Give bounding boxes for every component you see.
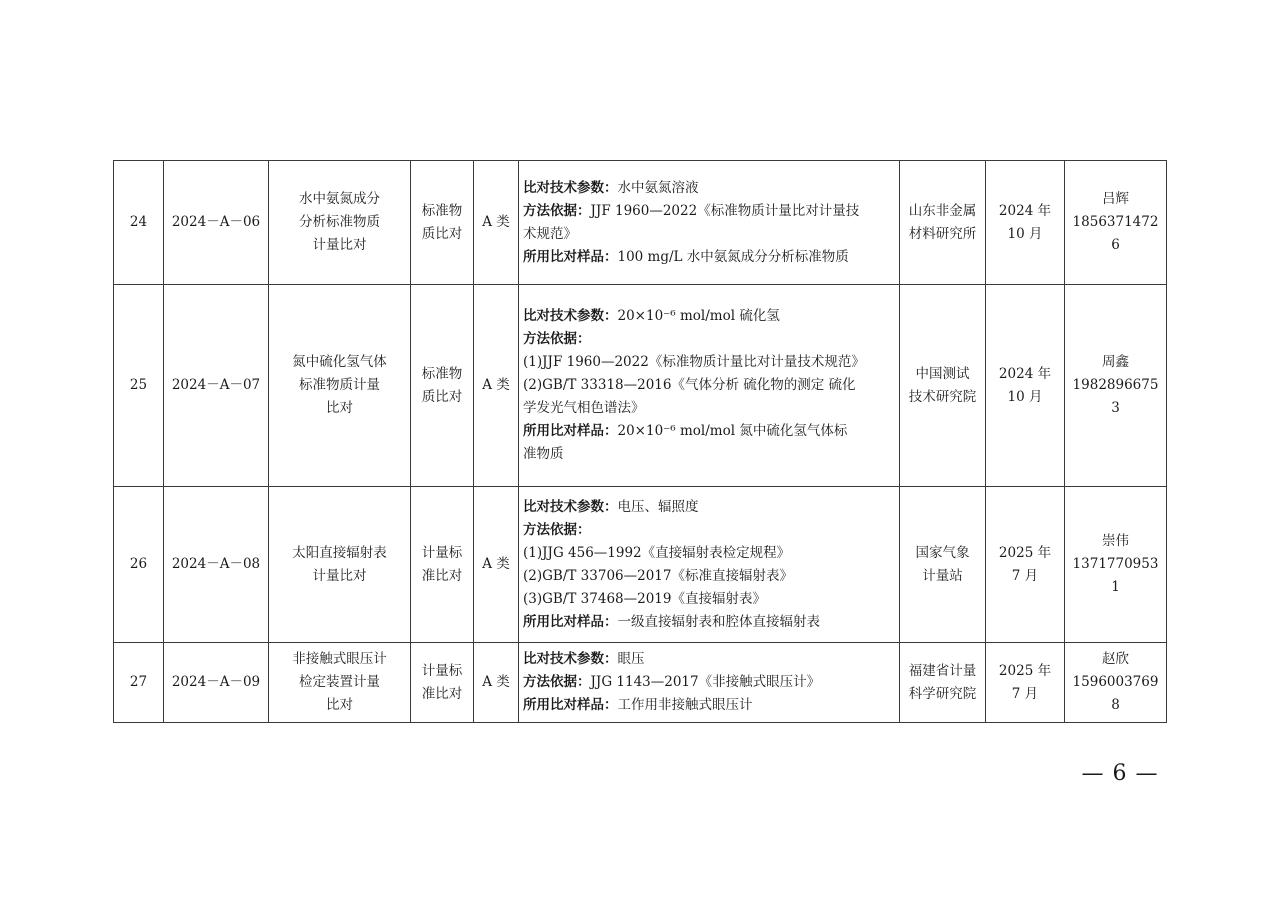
description-cell [519, 161, 900, 285]
project-code: 2024－A－09 [171, 674, 261, 690]
category-cell [411, 643, 474, 723]
organization-line: 福建省计量 [908, 662, 977, 679]
method-basis-line: (2)GB/T 33318—2016《气体分析 硫化物的测定 硫化 [523, 377, 856, 393]
serial-number-cell [114, 643, 164, 723]
sample-value: 100 mg/L 水中氨氮成分分析标准物质 [617, 248, 849, 265]
method-basis-line: (1)JJF 1960—2022《标准物质计量比对计量技术规范》 [523, 354, 865, 370]
table-row [114, 487, 1167, 643]
organization-line: 材料研究所 [908, 225, 977, 242]
project-code: 2024－A－07 [171, 377, 261, 393]
method-basis-value: JJF 1960—2022《标准物质计量比对计量技 [590, 202, 860, 219]
organization-cell [900, 285, 986, 487]
sample-line [523, 246, 895, 269]
date-line: 7 月 [1011, 567, 1039, 584]
technical-params-value: 电压、辐照度 [617, 498, 699, 515]
method-basis-label: 方法依据： [523, 331, 591, 347]
date-cell [986, 643, 1065, 723]
organization-cell [900, 643, 986, 723]
sample-label: 所用比对样品： [523, 248, 618, 265]
project-code: 2024－A－06 [171, 214, 261, 230]
method-basis-line [523, 200, 895, 223]
serial-number-cell [114, 161, 164, 285]
project-name-line: 非接触式眼压计 [292, 651, 387, 667]
method-basis-line: (1)JJG 456—1992《直接辐射表检定规程》 [523, 544, 791, 561]
contact-cell [1065, 161, 1167, 285]
comparison-class: A 类 [482, 556, 510, 572]
serial-number: 24 [129, 214, 148, 230]
technical-params-line [523, 648, 895, 671]
organization-line: 计量站 [922, 567, 963, 584]
project-name-cell [269, 285, 411, 487]
sample-label: 所用比对样品： [523, 613, 618, 630]
method-basis-line: (3)GB/T 37468—2019《直接辐射表》 [523, 590, 766, 607]
project-name-line: 比对 [326, 697, 353, 713]
sample-value: 一级直接辐射表和腔体直接辐射表 [617, 613, 820, 630]
contact-name: 吕辉 [1102, 191, 1129, 207]
technical-params-value: 眼压 [617, 651, 645, 667]
method-basis-line: 学发光气相色谱法》 [523, 400, 645, 416]
description-cell [519, 285, 900, 487]
technical-params-label: 比对技术参数： [523, 308, 618, 324]
description-cell [519, 487, 900, 643]
method-basis-label: 方法依据： [523, 674, 591, 690]
table-body [114, 161, 1167, 723]
serial-number-cell [114, 285, 164, 487]
comparison-plan-table [113, 160, 1167, 723]
contact-cell [1065, 487, 1167, 643]
category-line: 质比对 [421, 388, 463, 405]
description-cell [519, 643, 900, 723]
category-line: 准比对 [421, 567, 463, 584]
organization-cell [900, 487, 986, 643]
comparison-class: A 类 [482, 377, 510, 393]
contact-phone: 19828966753 [1072, 377, 1159, 416]
organization-line: 技术研究院 [908, 388, 977, 405]
contact-name: 周鑫 [1102, 354, 1129, 370]
method-basis-label: 方法依据： [523, 521, 591, 538]
method-basis-label: 方法依据： [523, 202, 591, 219]
contact-name: 崇伟 [1102, 533, 1129, 549]
contact-cell [1065, 643, 1167, 723]
technical-params-label: 比对技术参数： [523, 179, 618, 196]
project-code-cell [164, 487, 269, 643]
project-name-line: 比对 [326, 400, 353, 416]
page-number: — 6 — [1081, 761, 1159, 786]
sample-line [523, 694, 895, 717]
date-cell [986, 285, 1065, 487]
date-line: 10 月 [1007, 225, 1043, 242]
sample-label: 所用比对样品： [523, 423, 618, 439]
date-line: 2024 年 [998, 365, 1052, 382]
project-name-line: 检定装置计量 [299, 674, 380, 690]
contact-name: 赵欣 [1102, 651, 1129, 667]
serial-number: 25 [129, 377, 148, 393]
project-name-line: 计量比对 [312, 567, 367, 584]
category-cell [411, 161, 474, 285]
table-row [114, 161, 1167, 285]
sample-line-cont: 准物质 [523, 446, 564, 462]
date-cell [986, 161, 1065, 285]
method-basis-value: JJG 1143—2017《非接触式眼压计》 [590, 674, 821, 690]
sample-label: 所用比对样品： [523, 697, 618, 713]
contact-phone: 18563714726 [1072, 214, 1159, 253]
date-line: 2024 年 [998, 202, 1052, 219]
serial-number-cell [114, 487, 164, 643]
project-code-cell [164, 285, 269, 487]
contact-cell [1065, 285, 1167, 487]
technical-params-label: 比对技术参数： [523, 651, 618, 667]
sample-value: 工作用非接触式眼压计 [617, 697, 753, 713]
method-basis-line: 术规范》 [523, 225, 577, 242]
method-basis-line [523, 671, 895, 694]
project-code-cell [164, 643, 269, 723]
project-name-line: 分析标准物质 [299, 214, 380, 230]
category-line: 准比对 [421, 685, 463, 702]
serial-number: 26 [129, 556, 148, 572]
sample-value: 20×10⁻⁶ mol/mol 氮中硫化氢气体标 [617, 423, 848, 439]
project-name-cell [269, 487, 411, 643]
organization-cell [900, 161, 986, 285]
project-name-cell [269, 643, 411, 723]
date-line: 2025 年 [998, 662, 1052, 679]
category-line: 计量标 [421, 662, 463, 679]
project-name-line: 计量比对 [312, 237, 367, 253]
technical-params-value: 20×10⁻⁶ mol/mol 硫化氢 [617, 308, 780, 324]
date-cell [986, 487, 1065, 643]
serial-number: 27 [129, 674, 148, 690]
class-cell [474, 487, 519, 643]
sample-line [523, 420, 895, 443]
category-cell [411, 487, 474, 643]
category-line: 质比对 [421, 225, 463, 242]
table-row [114, 285, 1167, 487]
project-name-line: 太阳直接辐射表 [292, 544, 387, 561]
project-name-line: 标准物质计量 [299, 377, 380, 393]
class-cell [474, 643, 519, 723]
class-cell [474, 285, 519, 487]
organization-line: 中国测试 [915, 365, 970, 382]
category-cell [411, 285, 474, 487]
project-name-cell [269, 161, 411, 285]
date-line: 2025 年 [998, 544, 1052, 561]
technical-params-value: 水中氨氮溶液 [617, 179, 699, 196]
class-cell [474, 161, 519, 285]
project-code: 2024－A－08 [171, 556, 261, 572]
technical-params-line [523, 496, 895, 519]
date-line: 10 月 [1007, 388, 1043, 405]
organization-line: 科学研究院 [908, 685, 977, 702]
organization-line: 国家气象 [915, 544, 970, 561]
project-name-line: 水中氨氮成分 [299, 191, 380, 207]
category-line: 标准物 [421, 202, 463, 219]
date-line: 7 月 [1011, 685, 1039, 702]
category-line: 计量标 [421, 544, 463, 561]
contact-phone: 13717709531 [1072, 556, 1159, 595]
comparison-class: A 类 [482, 674, 510, 690]
method-basis-line: (2)GB/T 33706—2017《标准直接辐射表》 [523, 567, 793, 584]
table-row [114, 643, 1167, 723]
organization-line: 山东非金属 [908, 202, 977, 219]
sample-line [523, 611, 895, 634]
technical-params-line [523, 177, 895, 200]
project-code-cell [164, 161, 269, 285]
comparison-class: A 类 [482, 214, 510, 230]
category-line: 标准物 [421, 365, 463, 382]
technical-params-label: 比对技术参数： [523, 498, 618, 515]
project-name-line: 氮中硫化氢气体 [292, 354, 387, 370]
technical-params-line [523, 305, 895, 328]
contact-phone: 15960037698 [1072, 674, 1159, 713]
